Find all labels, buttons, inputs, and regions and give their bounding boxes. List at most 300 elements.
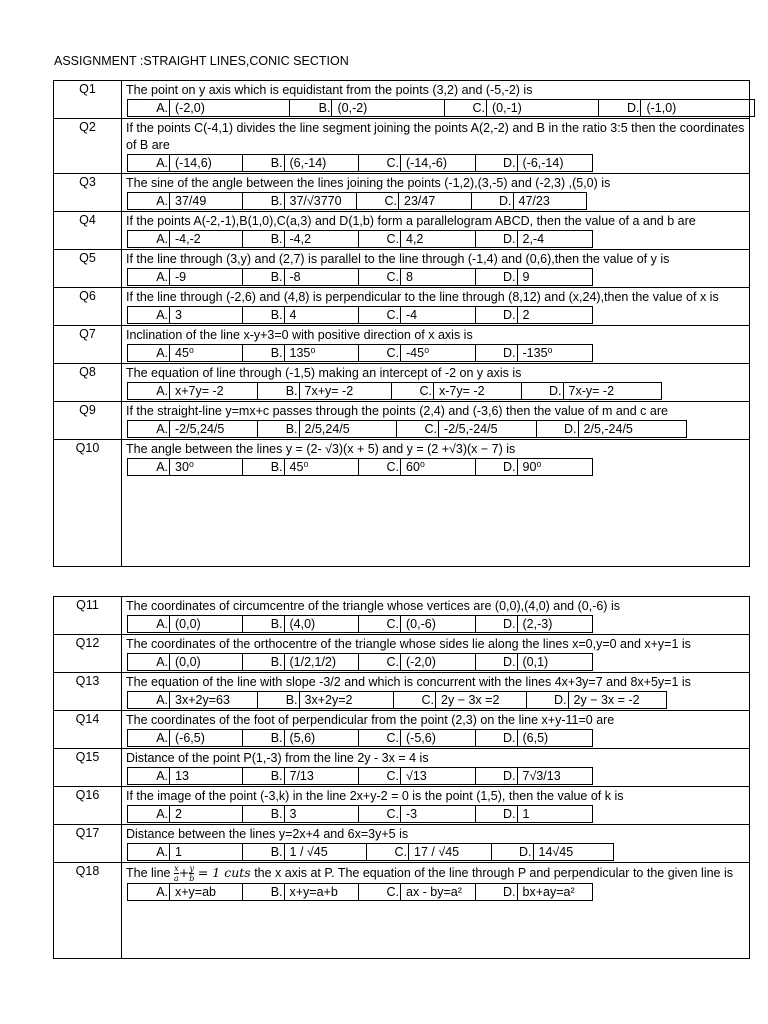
option-b[interactable] — [243, 844, 367, 860]
question-row — [54, 250, 749, 288]
questions-table-1 — [53, 80, 750, 567]
options-row — [127, 805, 593, 823]
option-letter: D. — [476, 616, 518, 632]
option-letter: B. — [243, 269, 285, 285]
option-value: 9 — [522, 270, 530, 284]
option-letter: A. — [128, 155, 170, 171]
option-b[interactable] — [258, 692, 395, 708]
option-c[interactable] — [359, 269, 476, 285]
option-letter: B. — [243, 768, 285, 784]
question-text: If the line through (3,y) and (2,7) is parallel to the line through (-1,4) and (0,6),then the value of y is — [126, 252, 670, 266]
option-a[interactable] — [128, 155, 243, 171]
option-a[interactable] — [128, 421, 258, 437]
question-text: The equation of line through (-1,5) making an intercept of -2 on y axis is — [126, 366, 522, 380]
option-value: 23/47 — [404, 194, 436, 208]
option-b[interactable] — [243, 231, 360, 247]
option-b[interactable] — [243, 806, 360, 822]
option-letter: B. — [243, 884, 285, 900]
question-text: If the points A(-2,-1),B(1,0),C(a,3) and D(1,b) form a parallelogram ABCD, then the value of a and b are — [126, 214, 696, 228]
option-letter: C. — [359, 768, 401, 784]
page-title: ASSIGNMENT :STRAIGHT LINES,CONIC SECTION — [54, 54, 349, 68]
option-d[interactable] — [476, 768, 593, 784]
options-row — [127, 382, 662, 400]
question-number: Q12 — [75, 636, 100, 650]
option-letter: B. — [243, 307, 285, 323]
options-row — [127, 192, 587, 210]
options-row — [127, 458, 593, 476]
option-value: (6,5) — [522, 731, 549, 745]
option-c[interactable] — [392, 383, 522, 399]
option-value: 4,2 — [406, 232, 424, 246]
option-letter: D. — [476, 155, 518, 171]
option-letter: C. — [359, 231, 401, 247]
question-number: Q13 — [75, 674, 100, 688]
option-letter: B. — [243, 193, 285, 209]
option-c[interactable] — [359, 806, 476, 822]
option-value: 1 — [175, 845, 182, 859]
option-a[interactable] — [128, 806, 243, 822]
option-a[interactable] — [128, 231, 243, 247]
option-value: (-14,6) — [175, 156, 212, 170]
options-row — [127, 615, 593, 633]
option-value: -3 — [406, 807, 418, 821]
option-c[interactable] — [397, 421, 537, 437]
option-letter: A. — [128, 421, 170, 437]
option-value: 2y − 3x = -2 — [573, 693, 640, 707]
option-value: (0,-2) — [337, 101, 368, 115]
option-letter: C. — [359, 616, 401, 632]
option-c[interactable] — [359, 768, 476, 784]
option-c[interactable] — [359, 345, 476, 361]
options-row — [127, 99, 755, 117]
option-letter: D. — [522, 383, 564, 399]
option-value: 60⁰ — [406, 460, 425, 474]
option-letter: A. — [128, 884, 170, 900]
option-d[interactable] — [476, 884, 593, 900]
option-c[interactable] — [394, 692, 527, 708]
option-b[interactable] — [243, 654, 360, 670]
question-number: Q6 — [79, 289, 96, 303]
option-value: (1/2,1/2) — [289, 655, 337, 669]
option-letter: A. — [128, 100, 170, 116]
option-value: -4 — [406, 308, 418, 322]
question-number: Q17 — [75, 826, 100, 840]
options-row — [127, 883, 593, 901]
option-a[interactable] — [128, 692, 258, 708]
option-value: 2/5,-24/5 — [583, 422, 633, 436]
question-number: Q10 — [75, 441, 100, 455]
option-letter: C. — [359, 307, 401, 323]
question-text: The equation of the line with slope -3/2 and which is concurrent with the lines 4x+3y=7 and 8x+5y=1 is — [126, 675, 691, 689]
option-value: 7/13 — [289, 769, 314, 783]
option-value: 2y − 3x =2 — [441, 693, 500, 707]
option-value: -4,2 — [289, 232, 312, 246]
option-letter: B. — [243, 730, 285, 746]
option-letter: B. — [258, 421, 300, 437]
option-a[interactable] — [128, 616, 243, 632]
option-value: 3x+2y=63 — [175, 693, 230, 707]
question-text: The angle between the lines y = (2- √3)(x + 5) and y = (2 +√3)(x − 7) is — [126, 442, 516, 456]
option-value: 2 — [175, 807, 182, 821]
option-c[interactable] — [367, 844, 491, 860]
option-value: 47/23 — [518, 194, 550, 208]
option-letter: D. — [476, 345, 518, 361]
question-row — [54, 749, 749, 787]
option-letter: A. — [128, 231, 170, 247]
option-b[interactable] — [243, 730, 360, 746]
option-letter: D. — [476, 231, 518, 247]
option-b[interactable] — [243, 884, 360, 900]
option-letter: D. — [476, 730, 518, 746]
question-number: Q18 — [75, 864, 100, 878]
option-value: 30⁰ — [175, 460, 194, 474]
option-value: -8 — [289, 270, 301, 284]
question-text: If the image of the point (-3,k) in the line 2x+y-2 = 0 is the point (1,5), then the value of k is — [126, 789, 624, 803]
option-value: (-6,-14) — [522, 156, 564, 170]
option-b[interactable] — [243, 193, 358, 209]
question-text: If the line through (-2,6) and (4,8) is perpendicular to the line through (8,12) and (x,24),then the value of x is — [126, 290, 719, 304]
option-letter: B. — [258, 383, 300, 399]
question-row — [54, 711, 749, 749]
option-value: bx+ay=a² — [522, 885, 575, 900]
option-c[interactable] — [445, 100, 600, 116]
option-d[interactable] — [476, 806, 593, 822]
plus-sign: + — [178, 865, 190, 880]
option-value: x-7y= -2 — [439, 384, 485, 398]
option-value: (0,1) — [522, 655, 549, 669]
option-d[interactable] — [476, 307, 593, 323]
question-text: The coordinates of circumcentre of the triangle whose vertices are (0,0),(4,0) and (0,-6) is — [126, 599, 620, 613]
option-letter: C. — [359, 730, 401, 746]
option-value: 7√3/13 — [522, 769, 561, 783]
option-value: (0,-1) — [491, 101, 522, 115]
option-b[interactable] — [243, 269, 360, 285]
option-a[interactable] — [128, 383, 258, 399]
option-letter: D. — [527, 692, 569, 708]
option-value: ax - by=a² — [406, 885, 462, 900]
option-value: -9 — [175, 270, 187, 284]
option-a[interactable] — [128, 884, 243, 900]
question-text: If the straight-line y=mx+c passes through the points (2,4) and (-3,6) then the value of m and c are — [126, 404, 668, 418]
option-letter: A. — [128, 844, 170, 860]
question-number: Q3 — [79, 175, 96, 189]
option-c[interactable] — [359, 459, 476, 475]
question-number: Q8 — [79, 365, 96, 379]
option-value: -4,-2 — [175, 232, 201, 246]
option-letter: C. — [359, 345, 401, 361]
option-value: (0,0) — [175, 655, 201, 669]
option-c[interactable] — [359, 884, 476, 900]
option-a[interactable] — [128, 459, 243, 475]
question-row — [54, 787, 749, 825]
option-value: 2,-4 — [522, 232, 545, 246]
options-row — [127, 729, 593, 747]
option-letter: A. — [128, 459, 170, 475]
option-a[interactable] — [128, 654, 243, 670]
question-text: The coordinates of the orthocentre of the triangle whose sides lie along the lines x=0,y=0 and x+y=1 is — [126, 637, 691, 651]
option-c[interactable] — [359, 307, 476, 323]
option-a[interactable] — [128, 307, 243, 323]
question-row — [54, 440, 749, 517]
option-value: 37/49 — [175, 194, 207, 208]
option-letter: D. — [599, 100, 641, 116]
option-d[interactable] — [476, 654, 593, 670]
options-row — [127, 268, 593, 286]
option-letter: C. — [357, 193, 399, 209]
question-number: Q11 — [76, 598, 99, 612]
question-row — [54, 288, 749, 326]
option-b[interactable] — [243, 345, 360, 361]
option-letter: C. — [394, 692, 436, 708]
option-letter: C. — [367, 844, 409, 860]
option-c[interactable] — [359, 155, 476, 171]
option-value: (-6,5) — [175, 731, 205, 745]
frac-den: a — [173, 874, 179, 884]
option-d[interactable] — [476, 231, 593, 247]
option-b[interactable] — [243, 307, 360, 323]
option-a[interactable] — [128, 269, 243, 285]
option-value: 3 — [289, 807, 297, 821]
question-number: Q4 — [79, 213, 96, 227]
question-text: The point on y axis which is equidistant from the points (3,2) and (-5,-2) is — [126, 83, 533, 97]
option-value: (2,-3) — [522, 617, 553, 631]
option-value: 37/√3770 — [289, 194, 342, 208]
option-value: 1 / √45 — [289, 845, 328, 859]
option-value: 13 — [175, 769, 189, 783]
option-value: 1 — [522, 807, 530, 821]
option-value: 4 — [289, 308, 297, 322]
options-row — [127, 653, 593, 671]
option-value: -135⁰ — [522, 346, 553, 360]
option-d[interactable] — [527, 692, 666, 708]
option-b[interactable] — [243, 155, 360, 171]
options-row — [127, 306, 593, 324]
option-b[interactable] — [290, 100, 445, 116]
option-letter: A. — [128, 768, 170, 784]
question-text-post: the x axis at P. The equation of the line through P and perpendicular to the given line is — [254, 866, 734, 880]
option-letter: D. — [476, 654, 518, 670]
option-d[interactable] — [476, 459, 593, 475]
question-row — [54, 673, 749, 711]
options-row — [127, 344, 593, 362]
option-letter: A. — [128, 193, 170, 209]
option-value: (-2,0) — [406, 655, 436, 669]
frac-num: y — [189, 864, 195, 874]
option-letter: B. — [243, 844, 285, 860]
option-letter: D. — [476, 307, 518, 323]
question-number: Q1 — [79, 82, 96, 96]
question-text: Distance of the point P(1,-3) from the line 2y - 3x = 4 is — [126, 751, 429, 765]
option-value: 45⁰ — [289, 460, 309, 474]
option-value: (-5,6) — [406, 731, 436, 745]
option-letter: B. — [243, 616, 285, 632]
option-value: 17 / √45 — [414, 845, 460, 859]
option-value: (-2,0) — [175, 101, 205, 115]
question-row — [54, 212, 749, 250]
option-a[interactable] — [128, 345, 243, 361]
option-value: 2/5,24/5 — [304, 422, 350, 436]
question-row — [54, 402, 749, 440]
option-letter: D. — [476, 768, 518, 784]
option-letter: C. — [359, 884, 401, 900]
option-letter: C. — [445, 100, 487, 116]
option-value: 3x+2y=2 — [304, 693, 353, 707]
option-value: (6,-14) — [289, 156, 327, 170]
option-a[interactable] — [128, 768, 243, 784]
option-c[interactable] — [357, 193, 472, 209]
option-value: x+7y= -2 — [175, 384, 224, 398]
option-value: (4,0) — [289, 617, 316, 631]
option-b[interactable] — [243, 459, 360, 475]
option-a[interactable] — [128, 844, 243, 860]
question-text — [126, 863, 745, 883]
question-number: Q5 — [79, 251, 96, 265]
option-c[interactable] — [359, 654, 476, 670]
option-letter: A. — [128, 616, 170, 632]
option-a[interactable] — [128, 193, 243, 209]
option-d[interactable] — [537, 421, 686, 437]
option-b[interactable] — [243, 616, 360, 632]
question-row — [54, 81, 749, 119]
option-letter: B. — [290, 100, 332, 116]
option-value: √13 — [406, 769, 427, 783]
option-letter: D. — [472, 193, 514, 209]
option-letter: A. — [128, 806, 170, 822]
option-a[interactable] — [128, 730, 243, 746]
option-value: x+y=ab — [175, 885, 217, 900]
option-letter: D. — [492, 844, 534, 860]
option-value: 8 — [406, 270, 413, 284]
option-value: 45⁰ — [175, 346, 194, 360]
question-text: Inclination of the line x-y+3=0 with positive direction of x axis is — [126, 328, 473, 342]
equation-part: = 1 cuts — [197, 865, 251, 880]
option-letter: D. — [476, 269, 518, 285]
option-value: 2 — [522, 308, 530, 322]
option-d[interactable] — [476, 269, 593, 285]
option-value: 7x-y= -2 — [568, 384, 615, 398]
option-letter: B. — [243, 231, 285, 247]
option-value: (0,-6) — [406, 617, 436, 631]
option-d[interactable] — [522, 383, 661, 399]
option-a[interactable] — [128, 100, 290, 116]
option-letter: A. — [128, 730, 170, 746]
option-letter: B. — [243, 806, 285, 822]
question-row — [54, 326, 749, 364]
option-value: x+y=a+b — [289, 885, 338, 900]
option-value: 135⁰ — [289, 346, 316, 360]
option-b[interactable] — [243, 768, 360, 784]
option-letter: C. — [359, 269, 401, 285]
options-row — [127, 767, 593, 785]
option-letter: A. — [128, 307, 170, 323]
option-d[interactable] — [492, 844, 614, 860]
option-c[interactable] — [359, 231, 476, 247]
question-text-pre: The line — [126, 866, 171, 880]
question-text: The coordinates of the foot of perpendicular from the point (2,3) on the line x+y-11=0 are — [126, 713, 615, 727]
options-row — [127, 420, 687, 438]
option-c[interactable] — [359, 616, 476, 632]
frac-num: x — [174, 864, 179, 874]
option-letter: A. — [128, 345, 170, 361]
question-row — [54, 635, 749, 673]
option-letter: C. — [392, 383, 434, 399]
option-letter: D. — [476, 459, 518, 475]
option-value: -2/5,-24/5 — [444, 422, 498, 436]
option-value: (0,0) — [175, 617, 201, 631]
frac-den: b — [189, 874, 195, 884]
option-d[interactable] — [476, 345, 593, 361]
option-value: -2/5,24/5 — [175, 422, 225, 436]
question-number: Q9 — [79, 403, 96, 417]
option-d[interactable] — [472, 193, 587, 209]
fraction-y-over-b — [189, 864, 194, 883]
option-letter: B. — [258, 692, 300, 708]
option-value: (-14,-6) — [406, 156, 447, 170]
option-d[interactable] — [599, 100, 754, 116]
question-text: If the points C(-4,1) divides the line segment joining the points A(2,-2) and B in the ratio 3:5 then the coordinates of B are — [126, 121, 745, 152]
question-row — [54, 825, 749, 863]
question-row — [54, 174, 749, 212]
option-letter: A. — [128, 654, 170, 670]
option-letter: B. — [243, 459, 285, 475]
question-text: Distance between the lines y=2x+4 and 6x=3y+5 is — [126, 827, 409, 841]
option-value: (-1,0) — [646, 101, 677, 115]
option-letter: C. — [359, 654, 401, 670]
option-letter: A. — [128, 692, 170, 708]
option-letter: C. — [397, 421, 439, 437]
option-b[interactable] — [258, 421, 398, 437]
question-number: Q15 — [75, 750, 100, 764]
option-letter: A. — [128, 383, 170, 399]
question-row — [54, 863, 749, 901]
option-c[interactable] — [359, 730, 476, 746]
question-number: Q7 — [79, 327, 96, 341]
question-number: Q2 — [79, 120, 96, 134]
option-letter: D. — [537, 421, 579, 437]
option-d[interactable] — [476, 730, 593, 746]
option-letter: C. — [359, 459, 401, 475]
question-text: The sine of the angle between the lines joining the points (-1,2),(3,-5) and (-2,3) ,(5,0) is — [126, 176, 611, 190]
question-row — [54, 119, 749, 174]
option-value: -45⁰ — [406, 346, 430, 360]
question-number: Q14 — [75, 712, 100, 726]
questions-table-2 — [53, 596, 750, 959]
options-row — [127, 230, 593, 248]
option-letter: B. — [243, 654, 285, 670]
option-value: (5,6) — [289, 731, 316, 745]
option-letter: B. — [243, 155, 285, 171]
option-value: 3 — [175, 308, 182, 322]
option-letter: A. — [128, 269, 170, 285]
option-value: 7x+y= -2 — [304, 384, 354, 398]
option-letter: C. — [359, 155, 401, 171]
question-number: Q16 — [75, 788, 100, 802]
option-value: 14√45 — [538, 845, 574, 859]
option-letter: D. — [476, 806, 518, 822]
option-value: 90⁰ — [522, 460, 542, 474]
question-row — [54, 597, 749, 635]
option-letter: D. — [476, 884, 518, 900]
option-d[interactable] — [476, 155, 593, 171]
question-row — [54, 364, 749, 402]
option-letter: C. — [359, 806, 401, 822]
options-row — [127, 691, 667, 709]
options-row — [127, 843, 614, 861]
option-d[interactable] — [476, 616, 593, 632]
options-row — [127, 154, 593, 172]
option-b[interactable] — [258, 383, 393, 399]
option-letter: B. — [243, 345, 285, 361]
